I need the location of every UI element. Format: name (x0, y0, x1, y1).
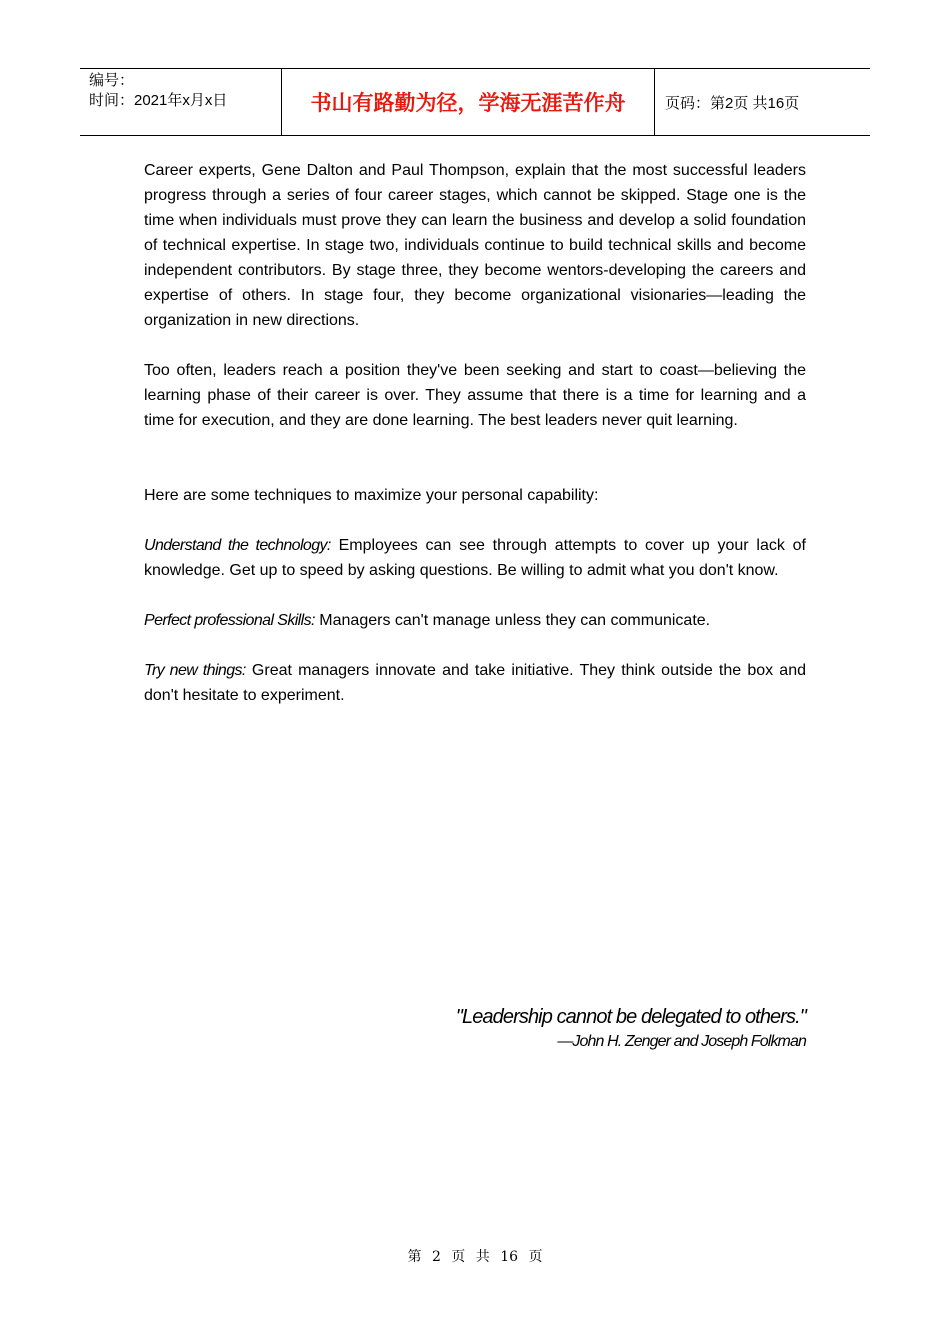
leadership-quote (456, 1004, 806, 1054)
tip-lead: Understand the technology: (144, 537, 331, 554)
document-body (144, 158, 806, 708)
techniques-intro: Here are some techniques to maximize your personal capability: (144, 487, 599, 504)
quote-text: "Leadership cannot be delegated to others." (455, 1006, 806, 1028)
tip-professional-skills (144, 608, 806, 633)
date-label: 时间：2021年x月x日 (89, 92, 228, 109)
tip-lead: Try new things: (144, 662, 246, 679)
paragraph-career-stages: Career experts, Gene Dalton and Paul Thompson, explain that the most successful leaders progress through a series of four career stages, which cannot be skipped. Stage one is the time when individuals must prove they can learn the business and develop a solid foundation of technical expertise. In stage two, individuals continue to build technical skills and become independent contributors. By stage three, they become wentors-developing the careers and expertise of others. In stage four, they become organizational visionaries—leading the organization in new directions. (144, 162, 806, 329)
tip-understand-technology (144, 533, 806, 583)
tip-text: Great managers innovate and take initiative. They think outside the box and don't hesitate to experiment. (144, 662, 806, 704)
header-motto: 书山有路勤为径，学海无涯苦作舟 (281, 69, 655, 135)
page-header (80, 68, 870, 136)
tip-text: Managers can't manage unless they can communicate. (314, 612, 711, 629)
header-meta (80, 69, 281, 135)
tip-text: Employees can see through attempts to cover up your lack of knowledge. Get up to speed by asking questions. Be willing to admit what you don't know. (144, 537, 807, 579)
tip-lead: Perfect professional Skills: (144, 612, 315, 629)
quote-attribution: —John H. Zenger and Joseph Folkman (557, 1033, 806, 1050)
tip-try-new-things (144, 658, 806, 708)
header-page-info: 页码：第2页 共16页 (665, 94, 800, 112)
page-footer: 第 2 页 共 16 页 (407, 1249, 543, 1265)
serial-number-label: 编号： (89, 72, 135, 89)
paragraph-coasting: Too often, leaders reach a position they've been seeking and start to coast—believing the learning phase of their career is over. They assume that there is a time for learning and a time for execution, and they are done learning. The best leaders never quit learning. (144, 362, 806, 429)
